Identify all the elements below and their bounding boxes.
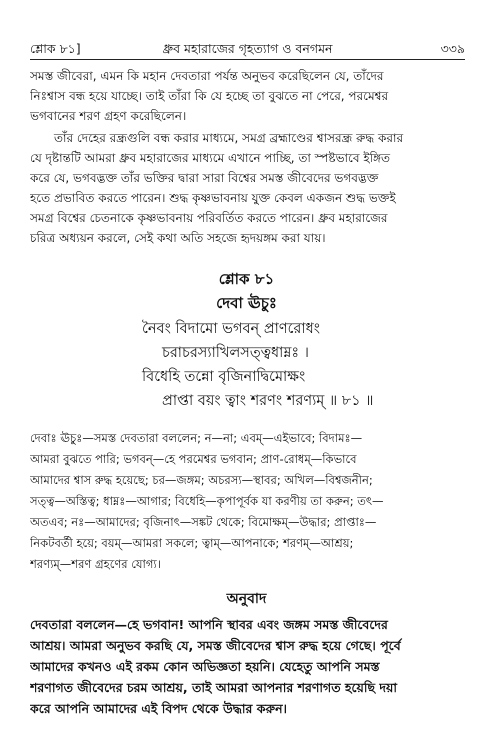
synonyms-line: অতএব; নঃ—আমাদের; বৃজিনাৎ—সঙ্কট থেকে; বিমোক্ষম্—উদ্ধার; প্রাপ্তাঃ—: [30, 515, 377, 529]
synonyms-line: শরণ্যম্—শরণ গ্রহণের যোগ্য।: [30, 557, 161, 571]
text-line: তাঁর দেহের রন্ধ্রগুলি বন্ধ করার মাধ্যমে, সমগ্র ব্রহ্মাণ্ডের শ্বাসরন্ধ্র রুদ্ধ করার: [54, 131, 404, 145]
text-line: সমগ্র বিশ্বের চেতনাকে কৃষ্ণভাবনায় পরিবর্তিত করতে পারেন। ধ্রুব মহারাজের: [30, 211, 388, 225]
text-line: করে যে, ভগবদ্ভক্ত তাঁর ভক্তির দ্বারা সারা বিশ্বের সমস্ত জীবেদের ভগবদ্ভক্ত: [30, 171, 379, 185]
translation-line: করে আপনি আমাদের এই বিপদ থেকে উদ্ধার করুন।: [30, 701, 288, 716]
purport-paragraph-1: [30, 66, 468, 126]
verse-number: শ্লোক ৮১: [218, 270, 275, 288]
translation-line: দেবতারা বললেন—হে ভগবান! আপনি স্থাবর এবং জঙ্গম সমস্ত জীবেদের: [30, 617, 388, 632]
synonyms-line: নিকটবর্তী হয়ে; বয়ম্—আমরা সকলে; ত্বাম্—আপনাকে; শরণম্—আশ্রয়;: [30, 536, 354, 550]
synonyms-line: আমরা বুঝতে পারি; ভগবন্—হে পরমেশ্বর ভগবান; প্রাণ-রোধম্—কিভাবে: [30, 452, 357, 466]
verse-speaker: দেবা ঊচুঃ: [216, 294, 277, 312]
text-line: ভগবানের শরণ গ্রহণ করেছিলেন।: [30, 109, 187, 123]
text-line: যে দৃষ্টান্তটি আমরা ধ্রুব মহারাজের মাধ্যমে এখানে পাচ্ছি, তা স্পষ্টভাবে ইঙ্গিত: [30, 151, 390, 165]
translation-line: আমাদের কখনও এই রকম কোন অভিজ্ঞতা হয়নি। যেহেতু আপনি সমস্ত: [30, 659, 380, 674]
text-line: চরিত্র অধ্যয়ন করলে, সেই কথা অতি সহজে হৃদয়ঙ্গম করা যায়।: [30, 231, 326, 245]
synonyms-line: দেবাঃ ঊচুঃ—সমস্ত দেবতারা বললেন; ন—না; এবম্—এইভাবে; বিদামঃ—: [30, 431, 363, 445]
verse-line: প্রাপ্তা বয়ং ত্বাং শরণং শরণ্যম্ ॥ ৮১ ॥: [162, 393, 374, 409]
translation-heading: অনুবাদ: [226, 591, 267, 607]
header-verse-ref: শ্লোক ৮১]: [30, 41, 81, 56]
translation-line: শরণাগত জীবেদের চরম আশ্রয়, তাই আমরা আপনার শরণাগত হয়েছি দয়া: [30, 680, 397, 695]
verse-line: বিধেহি তন্নো বৃজিনাদ্বিমোক্ষং: [142, 369, 306, 385]
verse-line: চরাচরস্যাখিলসত্ত্বধাম্নঃ ।: [162, 345, 309, 361]
synonyms-line: আমাদের শ্বাস রুদ্ধ হয়েছে; চর—জঙ্গম; অচরস্য—স্থাবর; অখিল—বিশ্বজনীন;: [30, 473, 373, 487]
translation-line: আশ্রয়। আমরা অনুভব করছি যে, সমস্ত জীবেদের শ্বাস রুদ্ধ হয়ে গেছে। পূর্বে: [30, 638, 401, 653]
header-chapter-title: ধ্রুব মহারাজের গৃহত্যাগ ও বনগমন: [162, 41, 333, 56]
synonyms-line: সত্ত্ব—অস্তিত্ব; ধাম্নঃ—আগার; বিধেহি—কৃপাপূর্বক যা করণীয় তা করুন; তৎ—: [30, 494, 384, 508]
verse-line: নৈবং বিদামো ভগবন্ প্রাণরোধং: [142, 321, 320, 337]
text-line: সমস্ত জীবেরা, এমন কি মহান দেবতারা পর্যন্ত অনুভব করেছিলেন যে, তাঁদের: [30, 69, 384, 83]
running-header: [30, 38, 465, 60]
header-rule: [30, 59, 465, 60]
text-line: হতে প্রভাবিত করতে পারেন। শুদ্ধ কৃষ্ণভাবনায় যুক্ত কেবল একজন শুদ্ধ ভক্তই: [30, 191, 396, 205]
page-number: ৩৩৯: [440, 41, 465, 56]
purport-paragraph-2: [30, 128, 468, 248]
text-line: নিঃশ্বাস বন্ধ হয়ে যাচ্ছে। তাই তাঁরা কি যে হচ্ছে তা বুঝতে না পেরে, পরমেশ্বর: [30, 89, 389, 103]
